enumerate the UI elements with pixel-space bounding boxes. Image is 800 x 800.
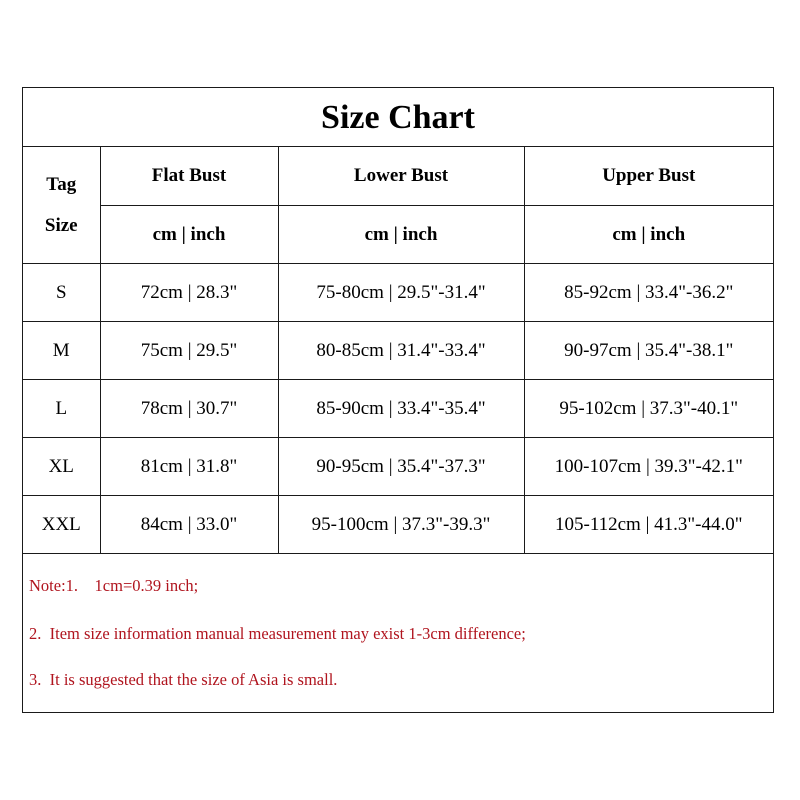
flat-bust-cell: 72cm | 28.3" <box>100 263 278 321</box>
note-line: 3. It is suggested that the size of Asia is small. <box>29 670 338 689</box>
lower-bust-unit: cm | inch <box>278 205 524 263</box>
chart-title: Size Chart <box>321 99 475 136</box>
lower-bust-cell: 75-80cm | 29.5"-31.4" <box>278 263 524 321</box>
unit-row <box>23 205 773 263</box>
table-row <box>23 321 773 379</box>
size-cell: M <box>23 321 100 379</box>
table-row <box>23 437 773 495</box>
flat-bust-cell: 78cm | 30.7" <box>100 379 278 437</box>
table-row <box>23 263 773 321</box>
flat-bust-cell: 84cm | 33.0" <box>100 495 278 553</box>
lower-bust-cell: 95-100cm | 37.3"-39.3" <box>278 495 524 553</box>
upper-bust-cell: 90-97cm | 35.4"-38.1" <box>524 321 773 379</box>
size-cell: XXL <box>23 495 100 553</box>
lower-bust-cell: 80-85cm | 31.4"-33.4" <box>278 321 524 379</box>
table-row <box>23 495 773 553</box>
size-chart <box>22 87 774 713</box>
upper-bust-unit: cm | inch <box>524 205 773 263</box>
upper-bust-cell: 95-102cm | 37.3"-40.1" <box>524 379 773 437</box>
flat-bust-cell: 81cm | 31.8" <box>100 437 278 495</box>
tag-size-header <box>23 147 100 263</box>
size-table <box>23 147 773 554</box>
upper-bust-cell: 85-92cm | 33.4"-36.2" <box>524 263 773 321</box>
upper-bust-cell: 105-112cm | 41.3"-44.0" <box>524 495 773 553</box>
size-label: Size <box>44 214 78 236</box>
title-band <box>23 88 773 147</box>
tag-label: Tag <box>46 173 77 195</box>
lower-bust-header: Lower Bust <box>278 147 524 205</box>
size-cell: L <box>23 379 100 437</box>
note-line: 2. Item size information manual measurement may exist 1-3cm difference; <box>29 624 526 643</box>
lower-bust-cell: 85-90cm | 33.4"-35.4" <box>278 379 524 437</box>
header-row <box>23 147 773 205</box>
size-cell: S <box>23 263 100 321</box>
size-cell: XL <box>23 437 100 495</box>
upper-bust-cell: 100-107cm | 39.3"-42.1" <box>524 437 773 495</box>
upper-bust-header: Upper Bust <box>524 147 773 205</box>
flat-bust-unit: cm | inch <box>100 205 278 263</box>
lower-bust-cell: 90-95cm | 35.4"-37.3" <box>278 437 524 495</box>
note-line: Note:1. 1cm=0.39 inch; <box>29 576 199 595</box>
flat-bust-header: Flat Bust <box>100 147 278 205</box>
flat-bust-cell: 75cm | 29.5" <box>100 321 278 379</box>
table-row <box>23 379 773 437</box>
notes-section <box>23 554 773 712</box>
